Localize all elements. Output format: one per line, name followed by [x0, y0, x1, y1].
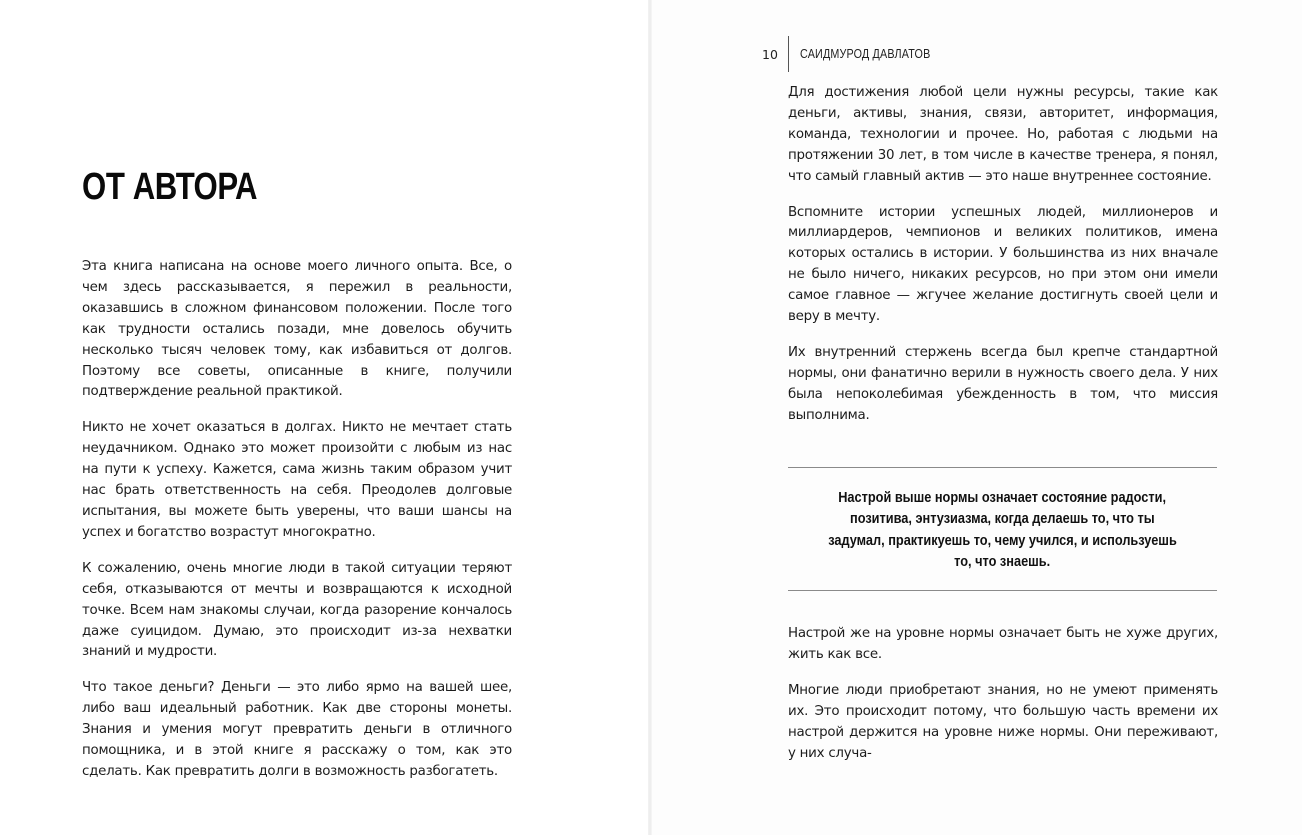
pull-quote — [788, 487, 1217, 572]
callout-rule-bottom — [788, 590, 1217, 591]
left-page-body — [82, 257, 512, 783]
running-head-divider — [788, 36, 789, 72]
author-name: САИДМУРОД ДАВЛАТОВ — [800, 47, 931, 61]
paragraph: Их внутренний стержень всегда был крепче стандартной нормы, они фанатично верили в нужность своего дела. У них была непоколебимая убежденность в том, что миссия выполнима. — [788, 344, 1218, 423]
paragraph: Вспомните истории успешных людей, миллионеров и миллиардеров, чемпионов и великих политиков, имена которых остались в истории. У большинства из них вначале не было ничего, никаких ресурсов, но при этом они имели самое главное — жгучее желание достигнуть своей цели и веру в мечту. — [788, 204, 1218, 325]
running-head — [762, 36, 952, 72]
paragraph: Никто не хочет оказаться в долгах. Никто не мечтает стать неудачником. Однако это может произойти с любым из нас на пути к успеху. Кажется, сама жизнь таким образом учит нас брать ответственность на себя. Преодолев долговые испытания, вы можете быть уверены, что ваши шансы на успех и богатство возрастут многократно. — [82, 420, 512, 540]
paragraph: Для достижения любой цели нужны ресурсы, такие как деньги, активы, знания, связи, авторитет, информация, команда, технологии и прочее. Но, работая с людьми на протяжении 30 лет, в том числе в качестве тренера, я понял, что самый главный актив — это наше внутреннее состояние. — [788, 85, 1218, 184]
pull-quote-line: позитива, энтузиазма, когда делаешь то, что ты — [850, 510, 1155, 528]
left-page — [0, 0, 648, 835]
right-page-body-bottom — [788, 624, 1218, 764]
pull-quote-line: то, что знаешь. — [954, 552, 1051, 570]
paragraph: Что такое деньги? Деньги — это либо ярмо на вашей шее, либо ваш идеальный работник. Как две стороны монеты. Знания и умения могут превратить деньги в отличного помощника, и в этой книге я расскажу о том, как это сделать. Как превратить долги в возможность разбогатеть. — [82, 680, 512, 779]
page-number: 10 — [762, 46, 778, 62]
paragraph: Многие люди приобретают знания, но не умеют применять их. Это происходит потому, что большую часть времени их настрой держится на уровне ниже нормы. Они переживают, у них случа- — [788, 682, 1218, 761]
pull-quote-line: Настрой выше нормы означает состояние радости, — [838, 489, 1167, 506]
right-page-body-top — [788, 83, 1218, 427]
paragraph: Эта книга написана на основе моего личного опыта. Все, о чем здесь рассказывается, я пережил в реальности, оказавшись в сложном финансовом положении. После того как трудности остались позади, мне довелось обучить несколько тысяч человек тому, как избавиться от долгов. Поэтому все советы, описанные в книге, получили подтверждение реальной практикой. — [82, 259, 512, 400]
chapter-title: ОТ АВТОРА — [82, 166, 258, 208]
paragraph: К сожалению, очень многие люди в такой ситуации теряют себя, отказываются от мечты и возвращаются к исходной точке. Всем нам знакомы случаи, когда разорение кончалось даже суицидом. Думаю, это происходит из-за нехватки знаний и мудрости. — [82, 560, 512, 660]
pull-quote-line: задумал, практикуешь то, чему учился, и используешь — [828, 531, 1177, 549]
callout-rule-top — [788, 467, 1217, 468]
paragraph: Настрой же на уровне нормы означает быть не хуже других, жить как все. — [788, 626, 1218, 662]
